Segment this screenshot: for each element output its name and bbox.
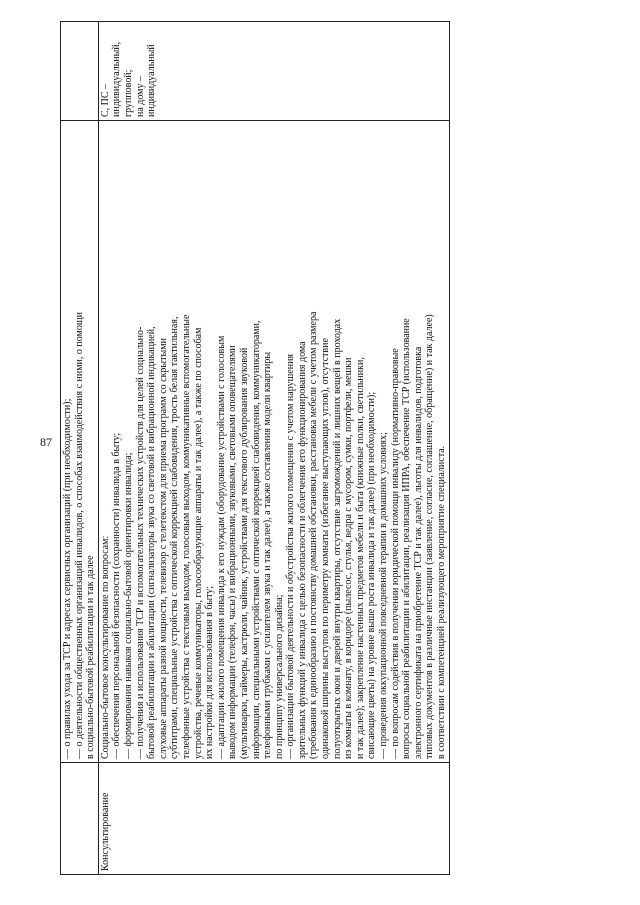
form-cell bbox=[61, 22, 99, 121]
table-row bbox=[61, 22, 99, 875]
services-table bbox=[60, 21, 450, 875]
form-line: индивидуальный, bbox=[111, 41, 123, 117]
content-line: — обеспечения персональной безопасности (сохранности) инвалида в быту; bbox=[111, 432, 123, 759]
content-cell bbox=[61, 121, 99, 763]
content-cell bbox=[98, 121, 449, 763]
form-line: групповой; bbox=[122, 69, 134, 117]
content-line: — адаптации жилого помещения инвалида к его нуждам (оборудование устройствами с голосовым bbox=[215, 335, 227, 759]
service-name: Консультирование bbox=[99, 792, 111, 871]
content-line: Социально-бытовое консультирование по вопросам: bbox=[99, 535, 111, 759]
content-line: (требования к единообразию и постоянству домашней обстановки, расстановка мебели с учетом размера bbox=[308, 311, 320, 759]
content-line: и так далее); закрепление настенных предметов мебели и быта (книжные полки, светильники, bbox=[354, 357, 366, 759]
content-line: полуоткрытых окон и дверей внутри квартиры, отсутствие загромождений и лишних вещей в проходах bbox=[331, 318, 343, 759]
service-name-cell bbox=[98, 763, 449, 875]
content-line: слуховые аппараты разной мощности, телевизор с телетекстом для приема программ со скрытыми bbox=[157, 338, 169, 759]
content-line: (мультиварки, таймеры, кастрюли, чайник, устройствами для текстового дублирования звуковой bbox=[238, 347, 250, 759]
content-line: их настройки для использования в быту; bbox=[204, 585, 216, 759]
content-line: типовых документов в различные инстанции (заявление, согласие, соглашение, обращение) и так далее) bbox=[424, 314, 436, 759]
content-line: электронного сертификата на приобретение ТСР и так далее), льготы для инвалидов, подготовка bbox=[412, 346, 424, 759]
content-line: зрительных функций у инвалида с целью безопасности и облегчения его функционирования дома bbox=[296, 341, 308, 759]
content-line: — о правилах ухода за ТСР и адресах сервисных организаций (при необходимости); bbox=[62, 398, 73, 759]
content-line: вопросы социальной реабилитации и абилитации, реализация ИПРА, обеспечение ТСР (использование bbox=[401, 318, 413, 759]
content-line: — организации бытовой деятельности и обустройства жилого помещения с учетом нарушения bbox=[285, 353, 297, 759]
form-cell bbox=[98, 22, 449, 121]
content-line: — формирования навыков социально-бытовой ориентировки инвалида; bbox=[122, 452, 134, 759]
service-name-cell bbox=[61, 763, 99, 875]
content-line: — о деятельности общественных организаций инвалидов, о способах взаимодействия с ними, о помощи bbox=[73, 312, 85, 759]
content-line: информации, специальными устройствами с оптической коррекцией слабовидения, коммуникаторами, bbox=[250, 320, 262, 759]
content-line: бытовой реабилитации и абилитации (сигнализаторы звука со световой и вибрационной индикацией, bbox=[146, 326, 158, 759]
content-line: из комнаты в комнату, в коридоре (пылесос, стулья, ведра с мусором, сумки, портфели, мешки bbox=[343, 357, 355, 759]
table-row bbox=[98, 22, 449, 875]
content-line: субтитрами, специальные устройства с оптической коррекцией слабовидения, трость белая тактильная, bbox=[169, 316, 181, 759]
content-line: устройства, речевые коммуникаторы, голосообразующие аппараты и так далее), а также по способам bbox=[192, 327, 204, 759]
content-line: — получения и использования ТСР и вспомогательных технических устройств для целей социально- bbox=[134, 326, 146, 759]
content-line: выводом информации (телефон, часы) и вибрационными, звуковыми, световыми оповещателями bbox=[227, 345, 239, 759]
form-line: С, ПС – bbox=[99, 83, 111, 117]
form-line: на дому – bbox=[134, 75, 146, 117]
content-line: — проведения оккупационной повседневной терапии в домашних условиях; bbox=[378, 432, 390, 759]
content-line: — по вопросам содействия в получении юридической помощи инвалиду (нормативно-правовые bbox=[389, 348, 401, 759]
form-line: индивидуальный bbox=[146, 44, 158, 117]
content-line: в соответствии с компетенцией реализующего мероприятие специалиста. bbox=[436, 445, 447, 759]
content-line: по принципу универсального дизайна; bbox=[273, 594, 285, 759]
content-line: телефонные устройства с текстовым выходом, голосовым выходом, коммуникативные вспомогательные bbox=[180, 314, 192, 759]
content-line: свисающие цветы) на уровне выше роста инвалида и так далее) (при необходимости); bbox=[366, 391, 378, 759]
content-line: одинаковой ширины выступов по периметру комнаты (избегание выступающих углов), отсутствие bbox=[320, 338, 332, 759]
content-line: в социально-бытовой реабилитации и так далее bbox=[85, 555, 97, 759]
content-line: телефонными трубками с усилителем звука и так далее), а также составления модели квартиры bbox=[262, 351, 274, 759]
rotated-page-content bbox=[60, 22, 616, 875]
page-number: 87 bbox=[40, 435, 52, 449]
